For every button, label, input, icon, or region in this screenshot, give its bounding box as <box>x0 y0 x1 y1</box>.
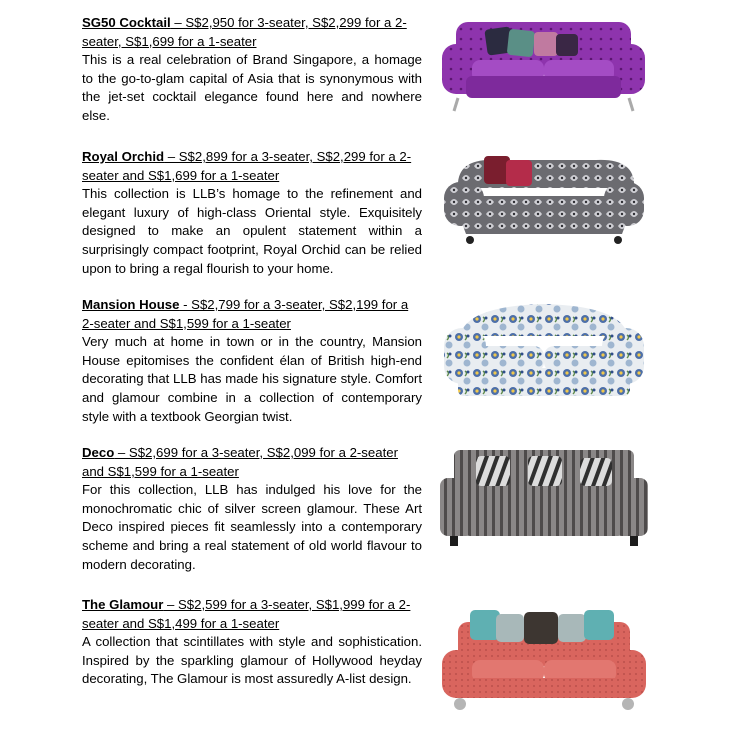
collection-entry <box>82 296 422 426</box>
collection-prices: – S$2,599 for a 3-seater, S$1,999 for a 2-seater and S$1,499 for a 1-seater <box>82 597 411 631</box>
collection-name: Deco <box>82 445 115 460</box>
collection-entry <box>82 444 422 574</box>
collection-entry <box>82 148 422 278</box>
coral-sofa-image <box>436 606 651 716</box>
collection-heading <box>82 296 422 333</box>
collection-heading <box>82 14 422 51</box>
collection-description: This is a real celebration of Brand Singapore, a homage to the go-to-glam capital of Asia that is synonymous with the jet-set cocktail elegance found here and nowhere else. <box>82 52 422 123</box>
collection-heading <box>82 444 422 481</box>
collection-heading <box>82 148 422 185</box>
collection-description: A collection that scintillates with style and sophistication. Inspired by the sparkling glamour of Hollywood heyday decorating, The Glamour is most assuredly A-list design. <box>82 634 422 687</box>
collection-prices: - S$2,799 for a 3-seater, S$2,199 for a 2-seater and S$1,599 for a 1-seater <box>82 297 409 331</box>
collection-prices: – S$2,899 for a 3-seater, S$2,299 for a 2-seater and S$1,699 for a 1-seater <box>82 149 412 183</box>
collection-name: Mansion House <box>82 297 180 312</box>
collection-entry <box>82 14 422 126</box>
collection-entry <box>82 596 422 689</box>
floral-sofa-image <box>436 296 651 406</box>
collection-description: For this collection, LLB has indulged his love for the monochromatic chic of silver screen glamour. These Art Deco inspired pieces fit seamlessly into a contemporary scheme and bring a real statement of old world flavour to modern decorating. <box>82 482 422 572</box>
damask-sofa-image <box>436 148 651 248</box>
purple-tufted-sofa-image <box>436 14 651 114</box>
collection-name: The Glamour <box>82 597 164 612</box>
collection-description: This collection is LLB’s homage to the refinement and elegant luxury of high-class Oriental style. Exquisitely designed to make an opulent statement within a surprisingly compact footprint, Royal Orchid can be relied upon to bring a regal flourish to your home. <box>82 186 422 276</box>
collection-description: Very much at home in town or in the country, Mansion House epitomises the confident élan of British high-end decorating that LLB has made his signature style. Comfort and glamour combine in a collection of contemporary style with a textbook Georgian twist. <box>82 334 422 424</box>
collection-name: Royal Orchid <box>82 149 165 164</box>
collection-heading <box>82 596 422 633</box>
collection-prices: – S$2,950 for 3-seater, S$2,299 for a 2-seater, S$1,699 for a 1-seater <box>82 15 407 49</box>
collection-name: SG50 Cocktail <box>82 15 171 30</box>
collection-prices: – S$2,699 for a 3-seater, S$2,099 for a 2-seater and S$1,599 for a 1-seater <box>82 445 398 479</box>
zebra-stripe-sofa-image <box>436 444 651 554</box>
